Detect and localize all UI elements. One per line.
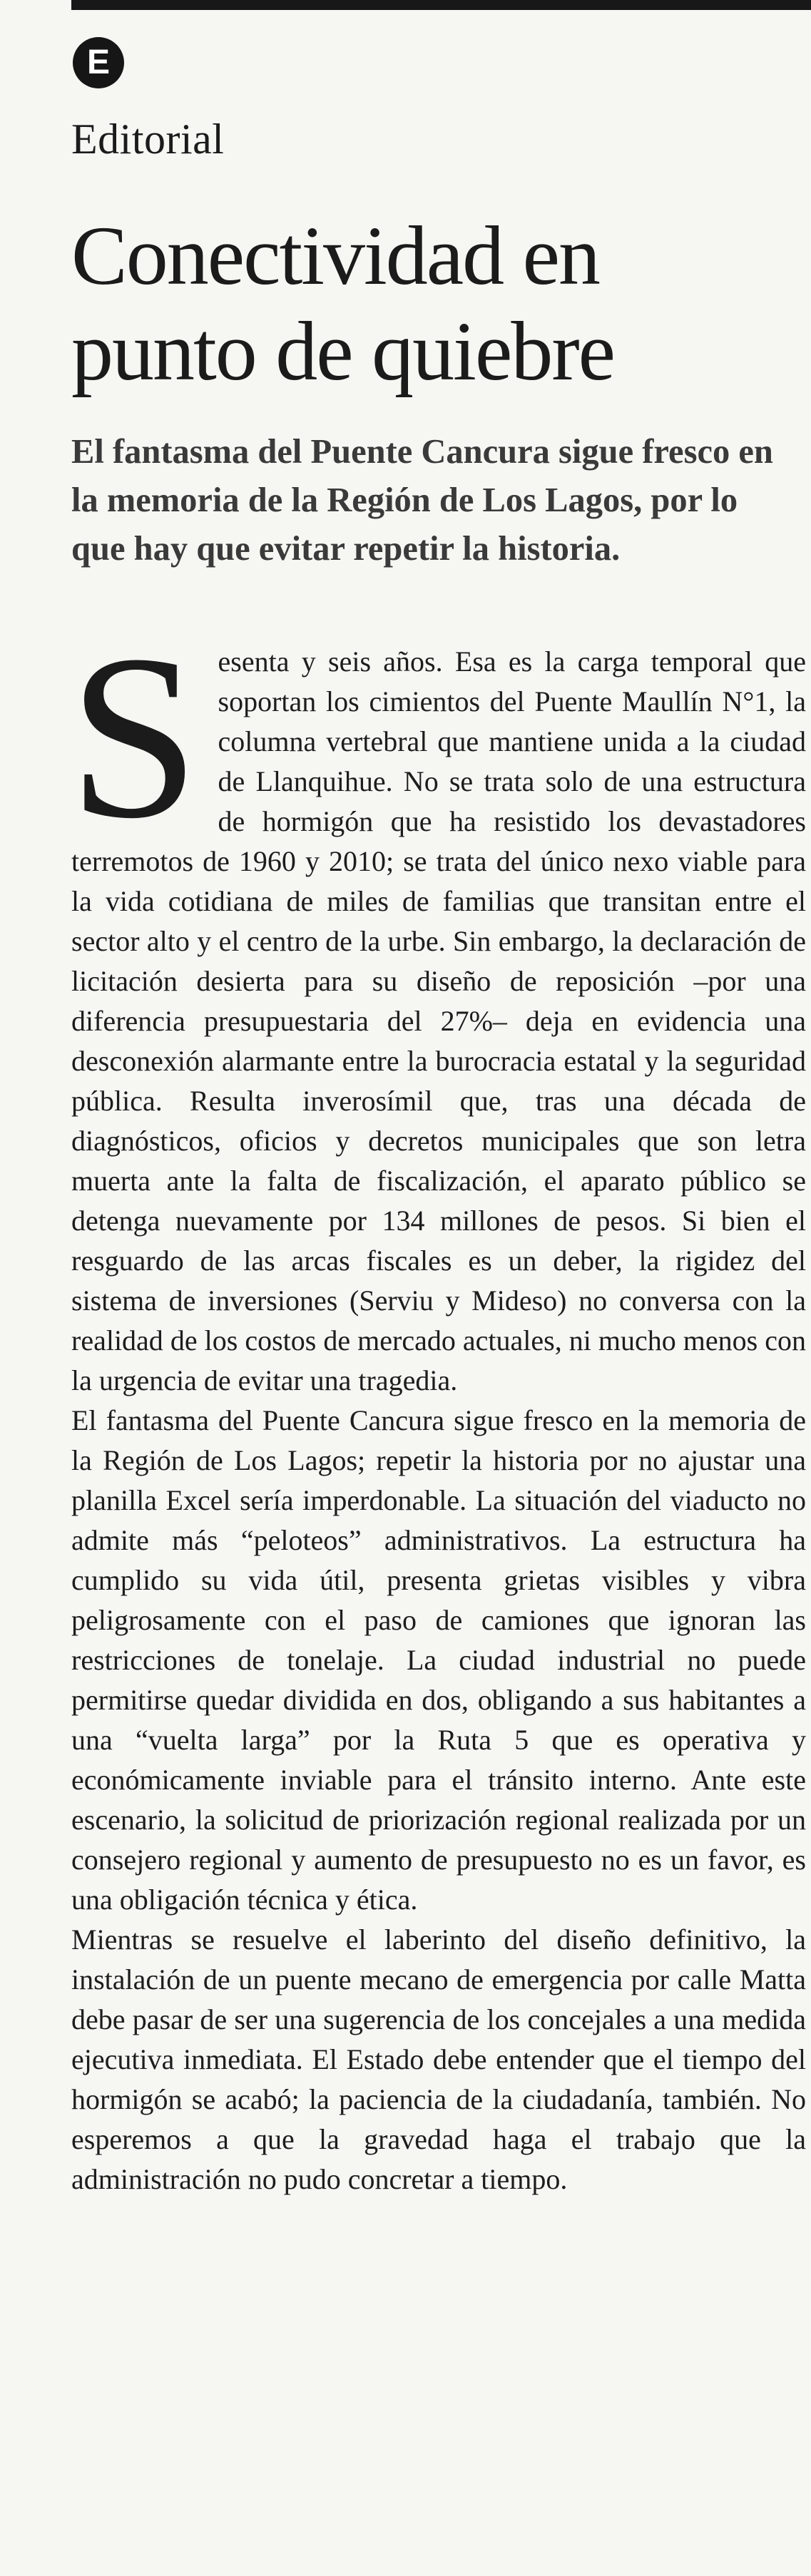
top-rule <box>71 0 811 10</box>
paragraph-2: El fantasma del Puente Cancura sigue fresco en la memoria de la Región de Los Lagos; repetir la historia por no ajustar una planilla Excel sería imperdonable. La situación del viaducto no admite más “peloteos” administrativos. La estructura ha cumplido su vida útil, presenta grietas visibles y vibra peligrosamente con el paso de camiones que ignoran las restricciones de tonelaje. La ciudad industrial no puede permitirse quedar dividida en dos, obligando a sus habitantes a una “vuelta larga” por la Ruta 5 que es operativa y económicamente inviable para el tránsito interno. Ante este escenario, la solicitud de priorización regional realizada por un consejero regional y aumento de presupuesto no es un favor, es una obligación técnica y ética. <box>71 1404 806 1916</box>
headline <box>71 208 785 399</box>
section-label: Editorial <box>71 116 225 163</box>
drop-cap: S <box>68 607 200 867</box>
paragraph-3: Mientras se resuelve el laberinto del diseño definitivo, la instalación de un puente mecano de emergencia por calle Matta debe pasar de ser una sugerencia de los concejales a una medida ejecutiva inmediata. El Estado debe entender que el tiempo del hormigón se acabó; la paciencia de la ciudadanía, también. No esperemos a que la gravedad haga el trabajo que la administración no pudo concretar a tiempo. <box>71 1923 806 2195</box>
paragraph-1: esenta y seis años. Esa es la carga temporal que soportan los cimientos del Puente Maullín N°1, la columna vertebral que mantiene unida a la ciudad de Llanquihue. No se trata solo de una estructura de hormigón que ha resistido los devastadores terremotos de 1960 y 2010; se trata del único nexo viable para la vida cotidiana de miles de familias que transitan entre el sector alto y el centro de la urbe. Sin embargo, la declaración de licitación desierta para su diseño de reposición –por una diferencia presupuestaria del 27%– deja en evidencia una desconexión alarmante entre la burocracia estatal y la seguridad pública. Resulta inverosímil que, tras una década de diagnósticos, oficios y decretos municipales que son letra muerta ante la falta de fiscalización, el aparato público se detenga nuevamente por 134 millones de pesos. Si bien el resguardo de las arcas fiscales es un deber, la rigidez del sistema de inversiones (Serviu y Mideso) no conversa con la realidad de los costos de mercado actuales, ni mucho menos con la urgencia de evitar una tragedia. <box>71 645 806 1396</box>
section-badge: E <box>73 37 124 88</box>
headline-line-2: punto de quiebre <box>71 305 614 398</box>
lede: El fantasma del Puente Cancura sigue fresco en la memoria de la Región de Los Lagos, por lo que hay que evitar repetir la historia. <box>71 433 773 568</box>
headline-line-1: Conectividad en <box>71 209 600 302</box>
article-body <box>68 607 806 2199</box>
